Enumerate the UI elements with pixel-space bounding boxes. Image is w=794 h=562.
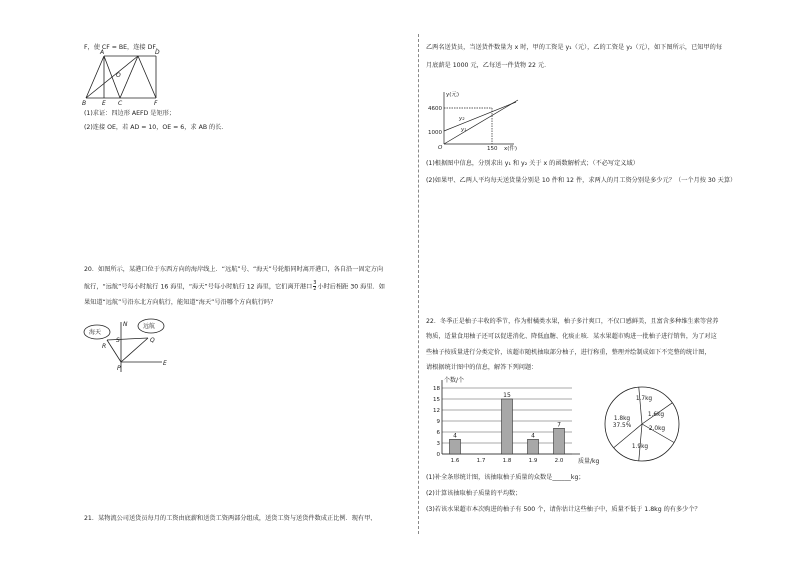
q22-part1: (1)补全条形统计图，该抽取柚子质量的众数是______kg； — [426, 474, 585, 481]
pie-chart — [600, 384, 684, 464]
label-A: A — [100, 49, 105, 56]
graph-ylabel: y(元) — [446, 92, 460, 98]
graph-y4600: 4600 — [428, 106, 442, 112]
bar-value-label: 4 — [531, 432, 535, 440]
label-F: F — [154, 100, 158, 107]
bar-value-label: 7 — [557, 421, 561, 429]
label-Q: Q — [150, 337, 155, 344]
q20-line1: 20．如图所示，某港口位于东西方向的海岸线上．“远航”号、“海天”号轮船同时离开港口，各自沿一固定方向 — [84, 266, 384, 273]
graph-y1000: 1000 — [428, 130, 442, 136]
q21-cont-line1: 乙两名送货员，当送货件数量为 x 时，甲的工资是 y₁（元），乙的工资是 y₂（元），如下图所示，已知甲的每 — [426, 44, 723, 51]
y-tick-label: 12 — [433, 408, 440, 414]
graph-origin: O — [438, 145, 443, 151]
graph-xlabel: x(件) — [504, 146, 518, 152]
label-D: D — [155, 49, 160, 56]
q20-figure — [84, 318, 174, 374]
x-tick-label: 1.8 — [502, 458, 512, 464]
bar — [528, 439, 539, 454]
label-N: N — [123, 321, 128, 328]
y-tick-label: 6 — [436, 430, 440, 436]
label-S: S — [116, 337, 120, 344]
y-axis-label: 个数/个 — [444, 377, 465, 384]
x-tick-label: 1.9 — [528, 458, 538, 464]
y-tick-label: 0 — [436, 452, 440, 458]
label-B: B — [82, 100, 87, 107]
q21-part2: (2)如果甲、乙两人平均每天送货量分别是 10 件和 12 件，求两人的月工资分别是多少元？（一个月按 30 天算） — [426, 177, 737, 184]
fraction-denominator: 2 — [313, 286, 317, 292]
label-E-east: E — [163, 360, 167, 367]
q21-cont-line2: 月底薪是 1000 元，乙每送一件货物 22 元． — [426, 62, 551, 69]
fraction-numerator: 3 — [313, 280, 317, 286]
y-tick-label: 3 — [436, 441, 440, 447]
pie-slice-label: 1.9kg — [631, 444, 649, 450]
q22-part2: (2)计算该抽取柚子质量的平均数； — [426, 490, 522, 497]
bar — [502, 399, 513, 454]
graph-y2-label: y₂ — [459, 116, 465, 122]
label-yuanhang: 远航 — [143, 323, 156, 330]
fraction — [313, 281, 316, 292]
q19-intro: F，使 CF = BE，连接 DF． — [84, 44, 163, 51]
q20-line2-a: 航行，“远航”号每小时航行 16 海里，“海天”号每小时航行 12 海里，它们离开港口 — [84, 283, 313, 291]
pie-slice-label-line: 1.8kg — [613, 416, 631, 422]
y-tick-label: 18 — [433, 386, 440, 392]
q22-line1: 22．冬季正是柚子丰收的季节，作为柑橘类水果，柚子多汁爽口，不仅口感鲜美，且富含多种维生素等营养 — [426, 318, 719, 325]
y-tick-label: 9 — [436, 419, 440, 425]
x-tick-label: 1.7 — [476, 458, 486, 464]
pie-slice-label — [613, 416, 632, 429]
q19-part2: (2)连接 OE，若 AD = 10，OE = 6，求 AB 的长． — [84, 124, 228, 131]
q19-figure — [80, 49, 170, 107]
q19-part1: (1)求证：四边形 AEFD 是矩形； — [84, 110, 176, 117]
label-R: R — [102, 343, 107, 350]
q20-line3: 果知道“远航”号沿东北方向航行，能知道“海天”号沿哪个方向航行吗？ — [84, 299, 277, 306]
pie-slice-label-line: 37.5% — [612, 423, 632, 429]
q21-graph — [424, 88, 524, 150]
bar — [450, 439, 461, 454]
label-P: P — [117, 365, 121, 372]
x-tick-label: 2.0 — [554, 458, 564, 464]
graph-x150: 150 — [487, 146, 498, 152]
bar — [554, 428, 565, 454]
label-haitian: 海天 — [89, 329, 102, 336]
pie-slice-label: 2.0kg — [648, 426, 666, 432]
graph-y1-label: y₁ — [461, 127, 467, 133]
q20-line2 — [84, 281, 385, 292]
y-tick-label: 15 — [433, 397, 440, 403]
label-C: C — [118, 100, 123, 107]
bar-value-label: 15 — [503, 392, 511, 399]
pie-slice-label: 1.7kg — [635, 396, 653, 402]
x-tick-label: 1.6 — [450, 458, 460, 464]
q22-line4: 请根据统计图中的信息，解答下列问题： — [426, 364, 538, 371]
q22-line2: 物质，适量食用柚子还可以促进消化、降低血糖、化痰止咳．某水果超市购进一批柚子进行销售，为了对这 — [426, 333, 717, 340]
bar-value-label: 4 — [453, 432, 457, 440]
q22-line3: 些柚子按质量进行分类定价，该超市随机抽取部分柚子，进行称重，整理并绘制成如下不完整的统计图， — [426, 349, 711, 356]
q21-part1: (1)根据图中信息，分别求出 y₁ 和 y₂ 关于 x 的函数解析式；（不必写定义域） — [426, 160, 639, 167]
label-O: O — [116, 72, 121, 79]
q22-part3: (3)若该水果超市本次购进的柚子有 500 个，请你估计这些柚子中，质量不低于 1.8kg 的有多少个？ — [426, 506, 701, 513]
bar-chart — [424, 374, 604, 468]
q20-line2-b: 小时后相距 30 海里．如 — [317, 283, 385, 291]
pie-slice-label: 1.6kg — [647, 412, 665, 418]
label-E: E — [102, 100, 106, 107]
page-divider — [418, 34, 419, 534]
x-axis-label: 质量/kg — [578, 458, 600, 465]
q21-line1: 21．某物流公司送货员每月的工资由底薪和送货工资两部分组成，送货工资与送货件数成正比例．现有甲、 — [84, 515, 377, 522]
